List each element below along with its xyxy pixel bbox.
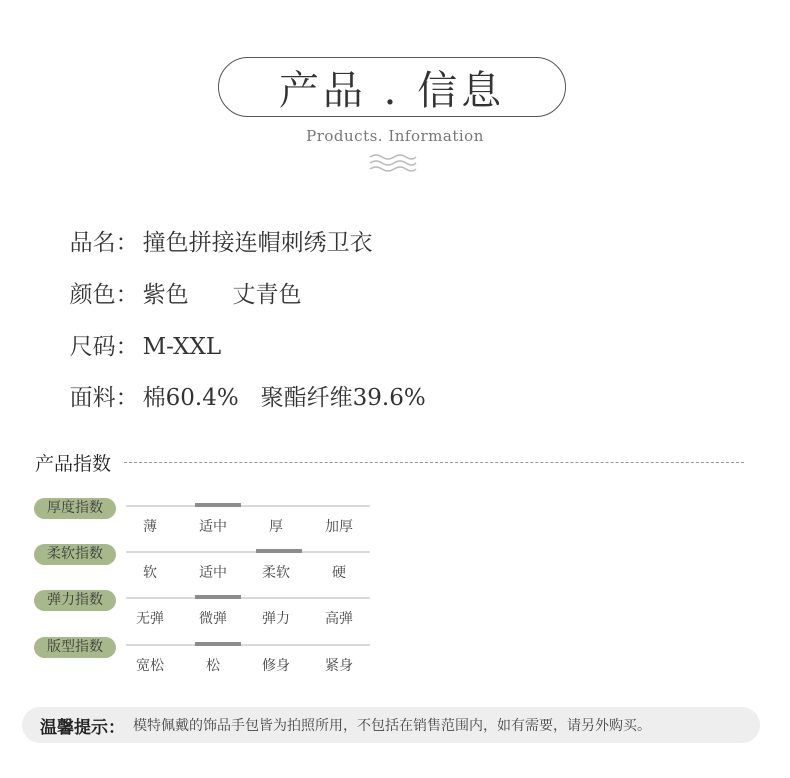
title-frame — [218, 57, 566, 117]
notice-text: 模特佩戴的饰品手包皆为拍照所用，不包括在销售范围内，如有需要，请另外购买。 — [133, 718, 651, 734]
info-row-color — [55, 250, 302, 309]
dashed-divider — [124, 462, 744, 463]
metric-badge: 柔软指数 — [34, 544, 116, 565]
page-title: 产品 . 信息 — [278, 67, 506, 114]
page-subtitle: Products. Information — [306, 127, 484, 145]
metric-badge: 弹力指数 — [34, 590, 116, 611]
index-section-title: 产品指数 — [35, 453, 112, 475]
info-key: 颜色： — [69, 282, 139, 308]
scale-marker — [195, 503, 241, 507]
scale-marker — [195, 642, 241, 646]
notice-label: 温馨提示： — [40, 717, 125, 738]
scale-option: 厚 — [269, 519, 283, 535]
info-key: 面料： — [69, 385, 139, 411]
info-key: 品名： — [69, 230, 139, 256]
scale-option: 适中 — [199, 519, 227, 535]
scale-marker — [195, 595, 241, 599]
scale-option: 高弹 — [325, 611, 353, 627]
scale-marker — [256, 549, 302, 553]
scale-option: 宽松 — [136, 658, 164, 674]
info-value: 紫色 丈青色 — [142, 282, 302, 308]
info-value: M-XXL — [142, 334, 222, 360]
info-key: 尺码： — [69, 334, 139, 360]
scale-line — [126, 551, 370, 553]
scale-option: 硬 — [332, 565, 346, 581]
scale-option: 柔软 — [262, 565, 290, 581]
metric-badge: 版型指数 — [34, 637, 116, 658]
scale-option: 松 — [206, 658, 220, 674]
scale-option: 修身 — [262, 658, 290, 674]
scale-option: 紧身 — [325, 658, 353, 674]
metric-softness — [34, 544, 374, 584]
info-row-name — [55, 198, 373, 257]
metric-elasticity — [34, 590, 374, 630]
metric-fit — [34, 637, 374, 677]
metric-thickness — [34, 498, 374, 538]
scale-option: 薄 — [143, 519, 157, 535]
wave-ornament-icon — [368, 152, 418, 174]
scale-option: 无弹 — [136, 611, 164, 627]
notice-bar — [22, 707, 760, 743]
scale-option: 适中 — [199, 565, 227, 581]
scale-option: 软 — [143, 565, 157, 581]
info-value: 棉60.4% 聚酯纤维39.6% — [142, 385, 426, 411]
scale-option: 微弹 — [199, 611, 227, 627]
info-value: 撞色拼接连帽刺绣卫衣 — [142, 230, 373, 256]
info-row-fabric — [55, 353, 426, 412]
scale-line — [126, 505, 370, 507]
scale-option: 弹力 — [262, 611, 290, 627]
scale-option: 加厚 — [325, 519, 353, 535]
scale-line — [126, 597, 370, 599]
metric-badge: 厚度指数 — [34, 498, 116, 519]
scale-line — [126, 644, 370, 646]
